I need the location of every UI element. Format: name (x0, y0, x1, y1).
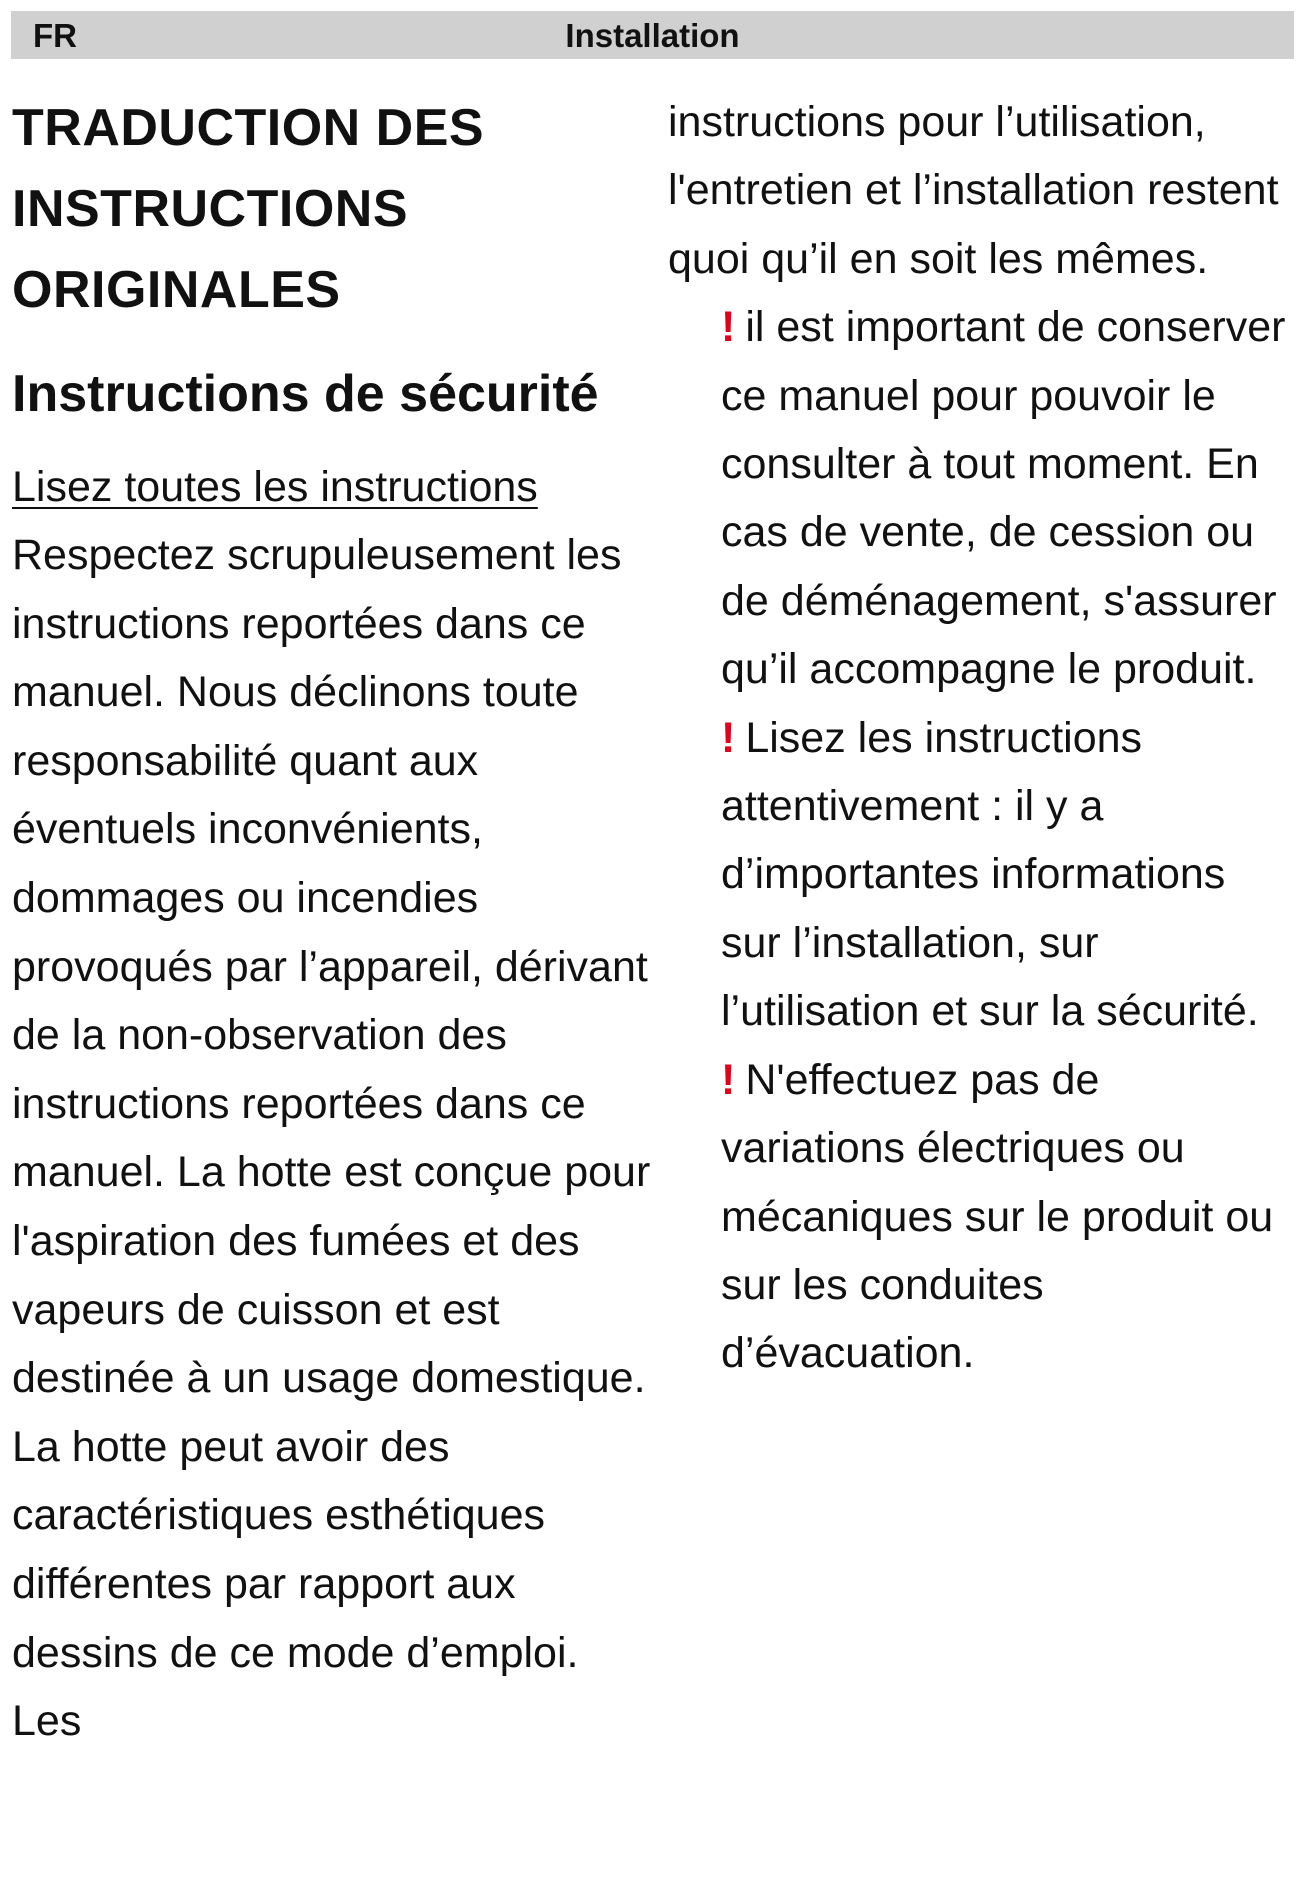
notice-text: N'effectuez pas de variations électriques ou mécaniques sur le produit ou sur les conduites d’évacuation. (721, 1055, 1274, 1378)
warning-icon: ! (721, 713, 736, 762)
read-instructions-subheading: Lisez toutes les instructions (12, 463, 538, 511)
left-column (12, 88, 652, 1756)
right-column (668, 88, 1294, 1388)
notice-text: il est important de conserver ce manuel pour pouvoir le consulter à tout moment. En cas de vente, de cession ou de déménagement, s'assurer qu’il accompagne le produit. (721, 303, 1286, 694)
continuation-paragraph: instructions pour l’utilisation, l'entretien et l’installation restent quoi qu’il en soit les mêmes. (668, 98, 1279, 283)
section-name: Installation (565, 17, 740, 54)
notice-text: Lisez les instructions attentivement : il y a d’importantes informations sur l’installation, sur l’utilisation et sur la sécurité. (721, 713, 1259, 1036)
notice-no-modifications (668, 1046, 1294, 1388)
warning-icon: ! (721, 1055, 736, 1104)
warning-icon: ! (721, 303, 736, 352)
notice-keep-manual (668, 293, 1294, 703)
document-title: TRADUCTION DES INSTRUCTIONS ORIGINALES (12, 99, 485, 319)
language-code: FR (33, 17, 77, 54)
safety-section-title: Instructions de sécurité (12, 365, 599, 423)
intro-paragraph: Respectez scrupuleusement les instructions reportées dans ce manuel. Nous déclinons toute responsabilité quant aux éventuels inconvénients, dommages ou incendies provoqués par l’appareil, dérivant de la non-observation des instructions reportées dans ce manuel. La hotte est conçue pour l'aspiration des fumées et des vapeurs de cuisson et est destinée à un usage domestique. La hotte peut avoir des caractéristiques esthétiques différentes par rapport aux dessins de ce mode d’emploi. Les (12, 531, 651, 1746)
page-header (11, 11, 1294, 59)
notice-read-carefully (668, 704, 1294, 1046)
